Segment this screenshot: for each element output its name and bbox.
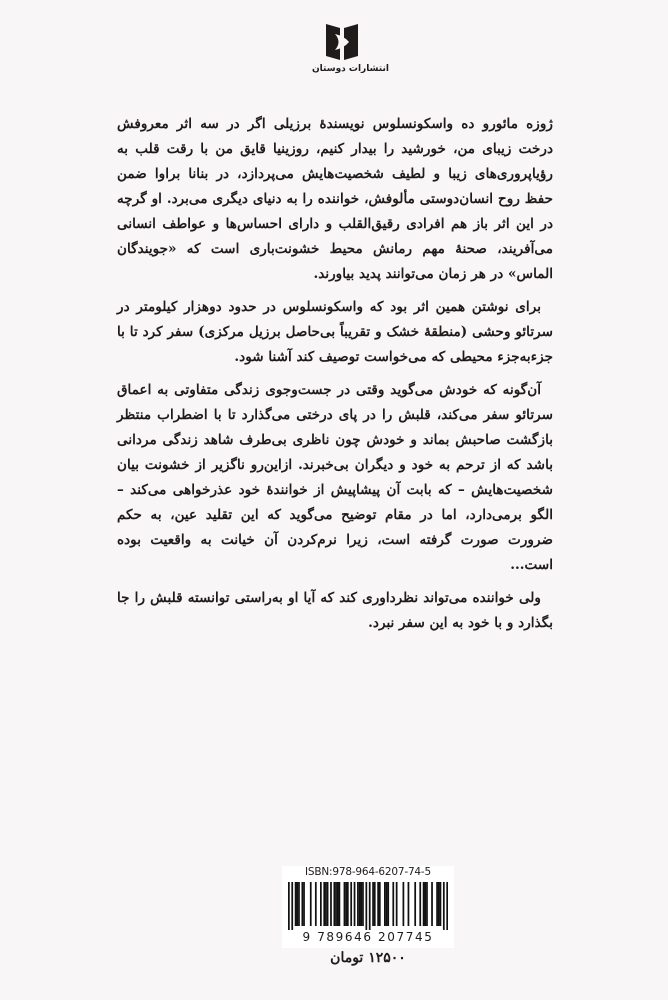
barcode-bar: [333, 882, 335, 926]
barcode-bar: [301, 882, 303, 926]
price-label: ۱۲۵۰۰ تومان: [330, 950, 406, 966]
barcode-bar: [372, 882, 374, 926]
synopsis-paragraph-2: برای نوشتن همین اثر بود که واسکونسلوس در حدود دوهزار کیلومتر در سرتائو وحشی (منطقهٔ خشک و تقریباً بی‌حاصل برزیل مرکزی) سفر کرد تا با جزءبه‌جزء محیطی که می‌خواست توصیف کند آشنا شود.: [117, 299, 553, 365]
barcode-bar: [424, 882, 426, 926]
barcode-bar: [369, 882, 371, 930]
barcode-bar: [330, 882, 332, 926]
barcode-bar: [337, 882, 339, 926]
barcode-bar: [443, 882, 445, 930]
barcode-bar: [335, 882, 337, 926]
barcode-bar: [298, 882, 300, 926]
publisher-logo: [312, 20, 389, 90]
barcode-bar: [339, 882, 341, 926]
barcode-bar: [387, 882, 389, 926]
barcode-bar: [431, 882, 433, 926]
barcode-bar: [347, 882, 349, 926]
barcode-bar: [315, 882, 317, 926]
barcode-bar: [296, 882, 298, 926]
barcode-bar: [327, 882, 329, 926]
publisher-name: انتشارات دوستان: [312, 64, 389, 74]
isbn-label: ISBN:978-964-6207-74-5: [305, 866, 431, 878]
barcode-bar: [291, 882, 293, 930]
barcode-bar: [440, 882, 442, 926]
barcode-bar: [359, 882, 361, 926]
synopsis-text: [117, 112, 553, 644]
barcode-bar: [344, 882, 346, 926]
barcode-bar: [396, 882, 398, 926]
barcode-bar: [374, 882, 376, 926]
barcode-bar: [438, 882, 440, 926]
barcode-bar: [436, 882, 438, 926]
barcode-bar: [325, 882, 327, 926]
book-logo-icon: [324, 20, 360, 62]
barcode-bar: [377, 882, 379, 926]
barcode-bar: [354, 882, 356, 926]
barcode-bar: [362, 882, 364, 926]
barcode-bar: [384, 882, 386, 926]
barcode-bar: [419, 882, 421, 926]
barcode-bar: [320, 882, 322, 926]
barcode-bar: [323, 882, 325, 926]
barcode-bar: [446, 882, 448, 930]
barcode-bar: [345, 882, 347, 926]
synopsis-paragraph-4: ولی خواننده می‌تواند نظرداوری کند که آیا او به‌راستی توانسته قلبش را جا بگذارد و با خود به این سفر نبرد.: [117, 590, 553, 631]
barcode-bar: [365, 882, 367, 930]
barcode-bar: [408, 882, 410, 926]
barcode-bar: [386, 882, 388, 926]
barcode-bar: [295, 882, 297, 926]
synopsis-paragraph-3: آن‌گونه که خودش می‌گوید وقتی در جست‌وجوی زندگی متفاوتی به اعماق سرتائو سفر می‌کند، قلبش را در پای درختی می‌گذارد تا با اضطراب منتظر بازگشت صاحبش بماند و خودش چون ناظری بی‌طرف شاهد زندگی مردانی باشد که از ترحم به خود و دیگران بی‌خبرند. ازاین‌رو ناگزیر از خشونت بیان شخصیت‌هایش – که بابت آن پیشاپیش از خوانندهٔ خود عذرخواهی می‌کند – الگو برمی‌دارد، اما در مقام توضیح می‌گوید که این تقلید عین، به حکم ضرورت صورت گرفته است، زیرا نرم‌کردن آن خیانت به واقعیت بوده است...: [117, 382, 553, 573]
barcode-bar: [414, 882, 416, 926]
barcode-bar: [303, 882, 305, 926]
barcode-bar: [392, 882, 394, 926]
barcode-bar: [350, 882, 352, 926]
barcode-digits: 9 789646 207745: [302, 930, 434, 944]
barcode-bar: [288, 882, 290, 930]
barcode-bar: [403, 882, 405, 926]
isbn-barcode-block: [282, 866, 454, 948]
barcode-image: [288, 882, 448, 930]
synopsis-paragraph-1: ژوزه مائورو ده واسکونسلوس نویسندهٔ برزیلی اگر در سه اثر معروفش درخت زیبای من، خورشید را بیدار کنیم، روزینیا قایق من با رقت قلب به رؤیاپروری‌های زیبا و لطیف شخصیت‌هایش می‌پردازد، در بنانا براوا ضمن حفظ روح انسان‌دوستی مألوفش، خواننده را به دنیای دیگری می‌برد. او گرچه در این اثر باز هم افرادی رقیق‌القلب و دارای احساس‌ها و عواطف انسانی می‌آفریند، صحنهٔ مهم رمانش محیط خشونت‌باری است که «جویندگان الماس» در هر زمان می‌توانند پدید بیاورند.: [117, 116, 553, 282]
barcode-bar: [423, 882, 425, 926]
barcode-bar: [360, 882, 362, 926]
barcode-bar: [310, 882, 312, 926]
barcode-bar: [426, 882, 428, 926]
barcode-bar: [379, 882, 381, 926]
barcode-bar: [357, 882, 359, 926]
